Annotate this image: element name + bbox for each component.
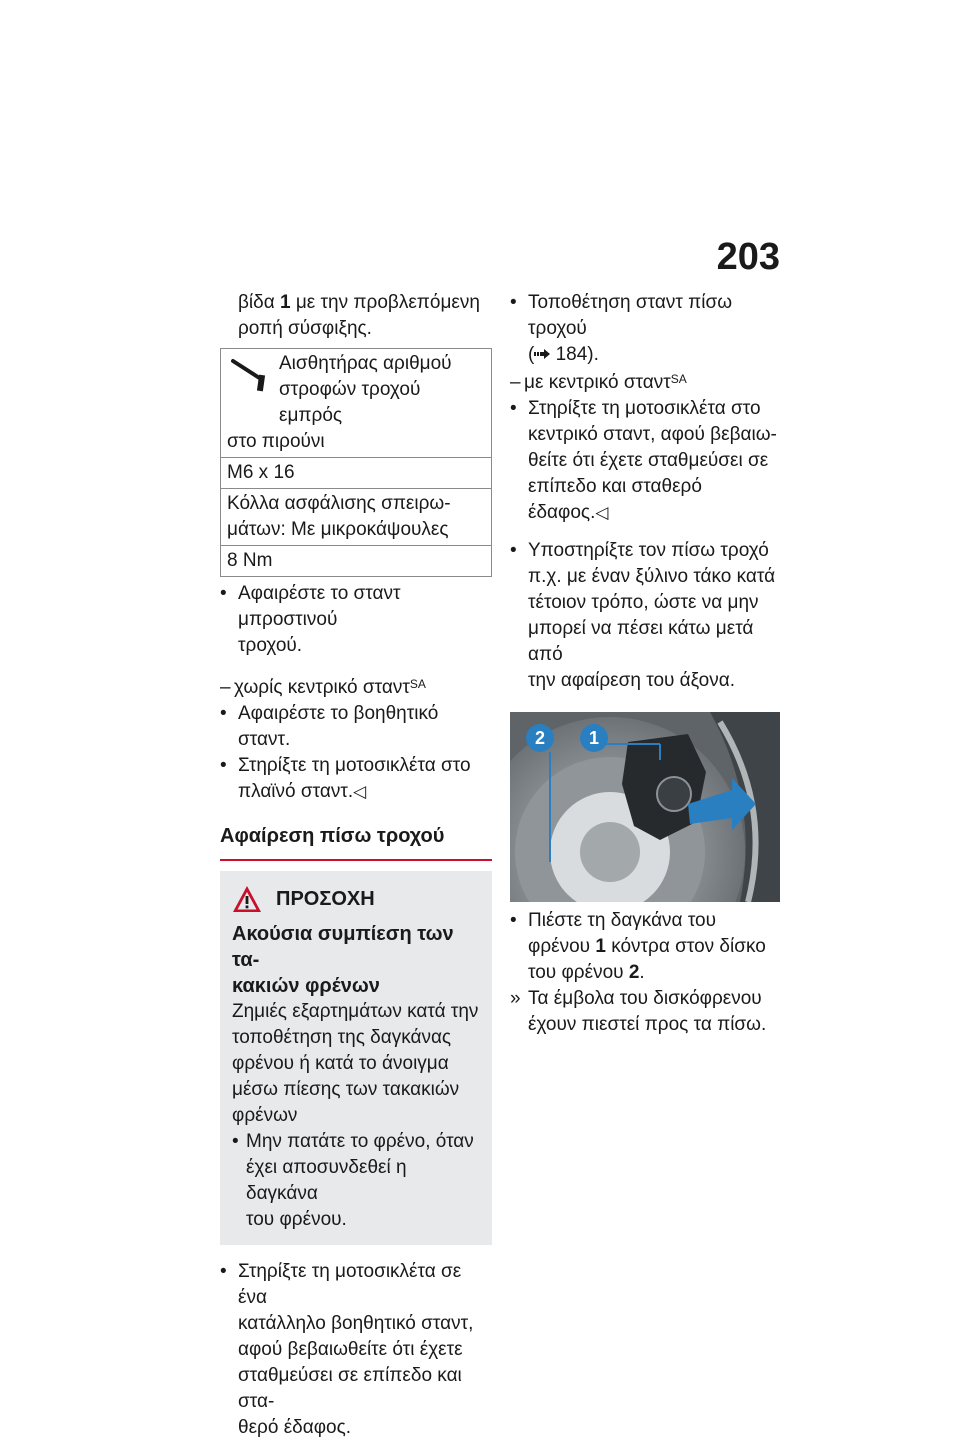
step-rear-stand: • Τοποθέτηση σταντ πίσω τροχού ( 184).	[510, 290, 780, 368]
sa-badge: SA	[670, 372, 687, 386]
ref-number-1: 1	[280, 292, 291, 313]
spec-glue: Κόλλα ασφάλισης σπειρω- μάτων: Με μικροκάψουλες	[221, 488, 491, 545]
step-remove-aux-stand: • Αφαιρέστε το βοηθητικό σταντ.	[220, 701, 492, 753]
right-column	[510, 290, 780, 1038]
ref-number-1: 1	[595, 936, 606, 957]
spec-sensor-line-3: στο πιρούνι	[227, 431, 325, 452]
intro-line-1: βίδα 1 με την προβλεπόμενη	[238, 292, 480, 313]
step-press-caliper: • Πιέστε τη δαγκάνα του φρένου 1 κόντρα στον δίσκο του φρένου 2.	[510, 908, 780, 986]
step-side-stand: • Στηρίξτε τη μοτοσικλέτα στο πλαϊνό σταντ.◁	[220, 753, 492, 805]
end-mark-icon: ◁	[595, 503, 609, 522]
spec-sensor-line-2: στροφών τροχού εμπρός	[279, 379, 421, 426]
spec-header	[221, 349, 491, 457]
page-number: 203	[716, 236, 780, 278]
end-mark-icon: ◁	[353, 782, 367, 801]
callout-2: 2	[526, 724, 554, 752]
condition-no-center-stand: – χωρίς κεντρικό σταντ$^{SA}$	[220, 675, 492, 701]
caution-title: ΠΡΟΣΟΧΗ	[276, 888, 375, 910]
page-reference[interactable]: ( 184).	[528, 344, 599, 365]
intro-line-2: ροπή σύσφιξης.	[238, 318, 372, 339]
left-column	[220, 290, 492, 1441]
caution-subtitle: Ακούσια συμπίεση των τα- κακιών φρένων	[232, 923, 454, 997]
spec-torque: 8 Nm	[221, 545, 491, 576]
section-title: Αφαίρεση πίσω τροχού	[220, 823, 492, 861]
spec-sensor-line-1: Αισθητήρας αριθμού	[279, 353, 452, 374]
step-support-wheel: • Υποστηρίξτε τον πίσω τροχό π.χ. με έναν ξύλινο τάκο κατά τέτοιον τρόπο, ώστε να μην μπορεί να πέσει κάτω μετά από την αφαίρεση του άξονα.	[510, 538, 780, 694]
torque-wrench-icon	[231, 357, 271, 393]
condition-center-stand: – με κεντρικό σταντ$^{SA}$	[510, 370, 780, 396]
warning-triangle-icon	[232, 885, 262, 913]
callout-1: 1	[580, 724, 608, 752]
caution-bullet: • Μην πατάτε το φρένο, όταν έχει αποσυνδεθεί η δαγκάνα του φρένου.	[232, 1129, 480, 1233]
brake-caliper-photo	[510, 712, 780, 902]
step-aux-stand: • Στηρίξτε τη μοτοσικλέτα σε ένα κατάλληλο βοηθητικό σταντ, αφού βεβαιωθείτε ότι έχετε σταθμεύσει σε επίπεδο και στα- θερό έδαφος.	[220, 1259, 492, 1441]
caution-box	[220, 871, 492, 1245]
caution-header	[232, 885, 480, 913]
step-remove-front-stand: • Αφαιρέστε το σταντ μπροστινού τροχού.	[220, 581, 492, 659]
result-pistons: » Τα έμβολα του δισκόφρενου έχουν πιεστεί προς τα πίσω.	[510, 986, 780, 1038]
step-center-stand: • Στηρίξτε τη μοτοσικλέτα στο κεντρικό σταντ, αφού βεβαιω- θείτε ότι έχετε σταθμεύσει σε επίπεδο και σταθερό έδαφος.◁	[510, 396, 780, 526]
page-ref-arrow-icon	[534, 349, 550, 359]
spec-table	[220, 348, 492, 577]
ref-number-2: 2	[628, 962, 640, 983]
spec-size: M6 x 16	[221, 457, 491, 488]
caution-body: Ζημιές εξαρτημάτων κατά την τοποθέτηση της δαγκάνας φρένου ή κατά το άνοιγμα μέσω πίεσης των τακακιών φρένων	[232, 1001, 479, 1126]
sa-badge: SA	[409, 677, 426, 691]
